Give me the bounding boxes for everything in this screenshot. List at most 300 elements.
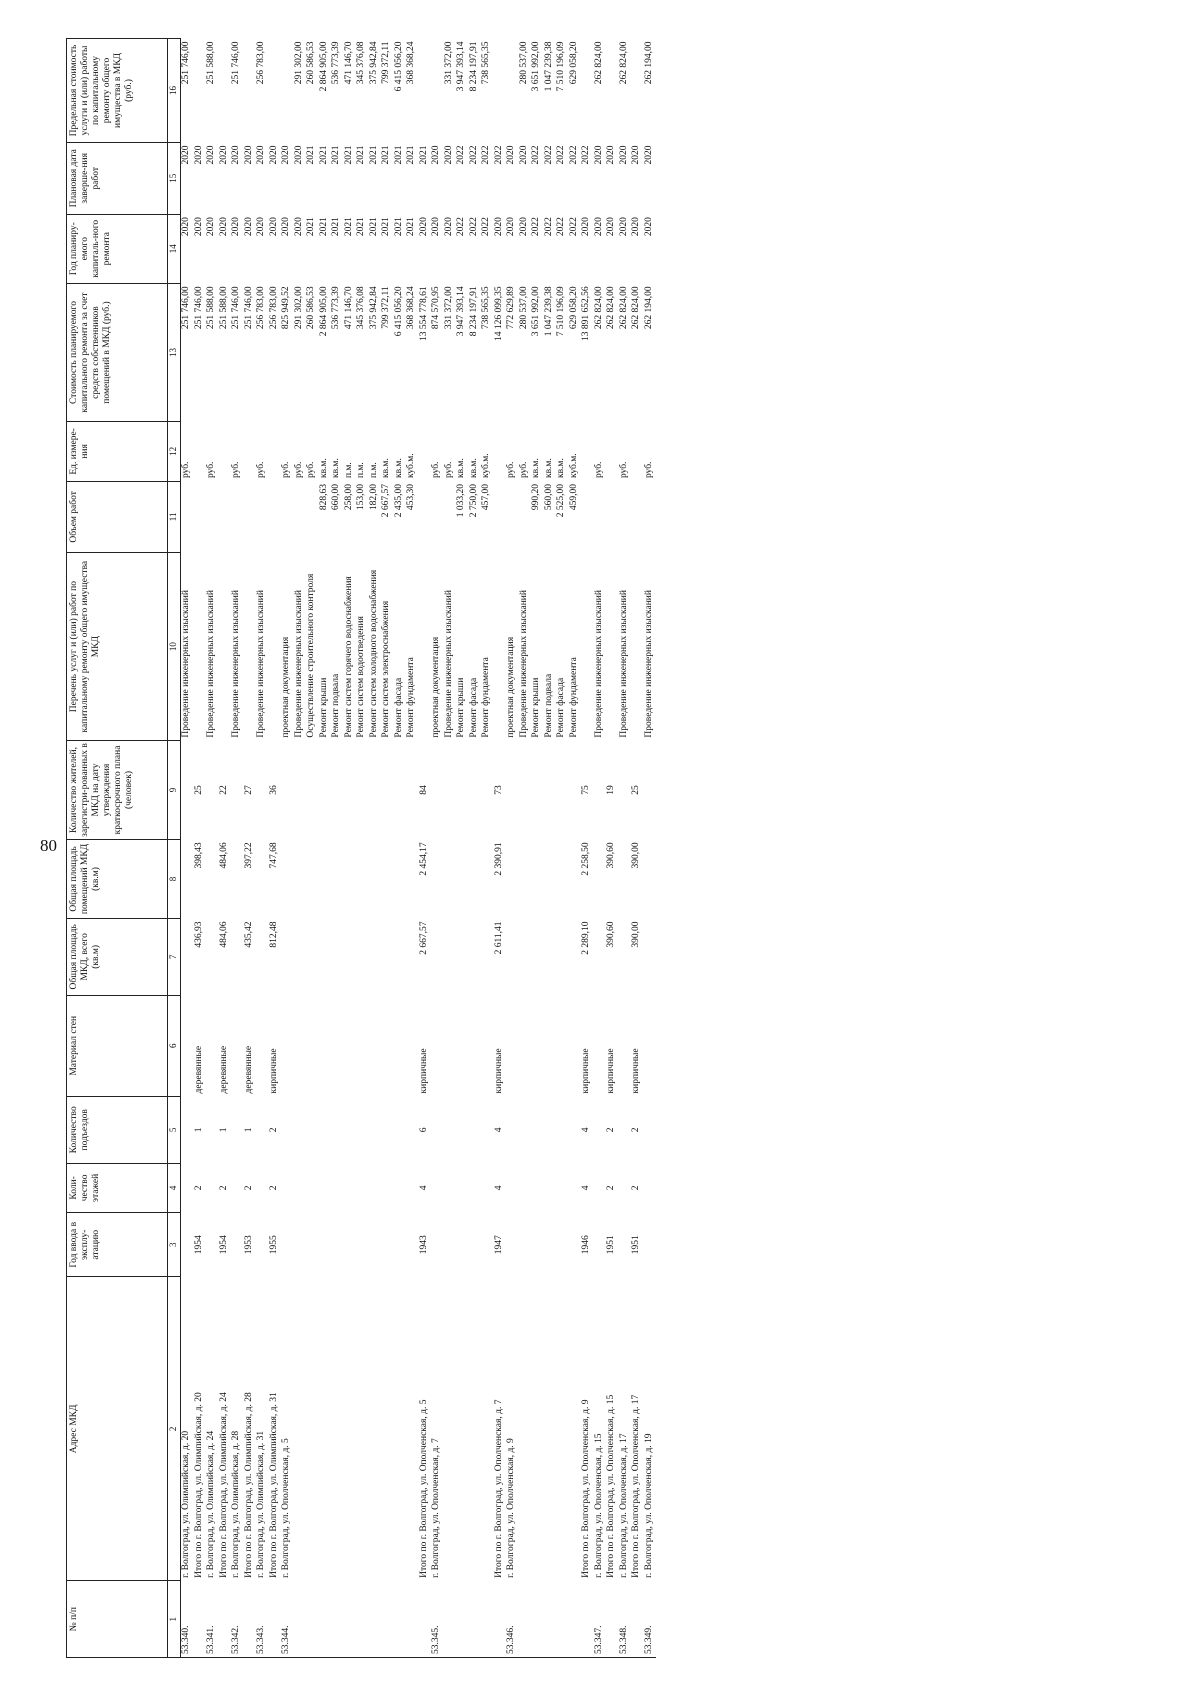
table-cell bbox=[406, 995, 419, 1096]
table-cell: 2021 bbox=[368, 217, 379, 237]
column-header: Общая площадь МКД, всего (кв.м) bbox=[67, 919, 168, 996]
table-cell bbox=[431, 39, 444, 143]
table-cell bbox=[331, 995, 344, 1096]
table-cell bbox=[319, 1163, 332, 1212]
table-cell bbox=[619, 741, 632, 840]
table-cell: 19 bbox=[606, 785, 616, 795]
table-row bbox=[244, 39, 257, 1658]
table-row bbox=[594, 39, 607, 1658]
table-cell bbox=[594, 839, 607, 918]
table-cell bbox=[419, 1581, 432, 1658]
table-cell bbox=[194, 422, 207, 481]
table-cell bbox=[306, 481, 319, 553]
column-number: 15 bbox=[168, 142, 181, 214]
table-cell: Итого по г. Волгоград, ул. Олимпийская, д. 31 bbox=[268, 1392, 279, 1578]
table-cell bbox=[281, 1213, 294, 1277]
table-cell bbox=[481, 741, 494, 840]
table-row bbox=[519, 39, 532, 1658]
column-header: Общая площадь помещений МКД (кв.м) bbox=[67, 839, 168, 918]
table-cell: 471 146,70 bbox=[343, 41, 354, 85]
table-cell: г. Волгоград, ул. Ополченская, д. 17 bbox=[618, 1433, 629, 1578]
table-cell bbox=[619, 839, 632, 918]
table-cell: 2021 bbox=[393, 217, 404, 237]
table-body bbox=[181, 39, 657, 1658]
table-cell: Ремонт фасада bbox=[556, 677, 566, 738]
table-cell bbox=[406, 1277, 419, 1581]
table-cell bbox=[219, 481, 232, 553]
table-cell: 2020 bbox=[618, 217, 629, 237]
table-cell bbox=[644, 1213, 657, 1277]
table-cell: 390,60 bbox=[606, 842, 616, 869]
table-cell bbox=[294, 741, 307, 840]
table-cell: 453,30 bbox=[406, 484, 416, 511]
table-cell: 629 058,20 bbox=[568, 41, 579, 85]
table-cell bbox=[344, 1096, 357, 1163]
table-cell bbox=[306, 839, 319, 918]
table-cell: Итого по г. Волгоград, ул. Олимпийская, д. 20 bbox=[193, 1392, 204, 1578]
table-cell: 2 611,41 bbox=[493, 921, 504, 955]
table-cell bbox=[381, 1277, 394, 1581]
table-cell: 2020 bbox=[293, 145, 304, 165]
table-cell bbox=[244, 422, 257, 481]
table-row bbox=[306, 39, 319, 1658]
table-cell: Ремонт систем водоотведения bbox=[356, 616, 366, 738]
table-cell: деревянные bbox=[243, 1045, 254, 1094]
table-cell: 1951 bbox=[631, 1235, 641, 1255]
column-number: 16 bbox=[168, 39, 181, 143]
table-cell bbox=[644, 995, 657, 1096]
table-cell: 2020 bbox=[431, 145, 441, 165]
table-cell: Проведение инженерных изысканий bbox=[643, 590, 654, 738]
table-cell bbox=[619, 1096, 632, 1163]
table-cell: 1943 bbox=[418, 1235, 429, 1255]
table-cell: 2020 bbox=[606, 217, 616, 237]
table-cell bbox=[181, 1096, 194, 1163]
table-cell: 2020 bbox=[206, 217, 216, 237]
table-cell bbox=[369, 741, 382, 840]
table-cell: 2020 bbox=[193, 217, 204, 237]
table-cell: куб.м. bbox=[406, 453, 416, 479]
table-cell: Проведение инженерных изысканий bbox=[206, 590, 216, 738]
table-cell: 2020 bbox=[206, 145, 216, 165]
table-cell: 53.342. bbox=[231, 1625, 241, 1654]
column-number: 8 bbox=[168, 839, 181, 918]
table-cell: 436,93 bbox=[193, 921, 204, 948]
table-cell bbox=[456, 1096, 469, 1163]
table-cell bbox=[469, 1581, 482, 1658]
table-cell: руб. bbox=[518, 461, 529, 479]
table-cell bbox=[544, 995, 557, 1096]
table-cell bbox=[544, 1163, 557, 1212]
table-row bbox=[456, 39, 469, 1658]
table-cell bbox=[494, 39, 507, 143]
table-cell: 536 773,39 bbox=[331, 41, 341, 85]
table-cell: кв.м. bbox=[468, 458, 479, 479]
table-cell bbox=[519, 995, 532, 1096]
table-cell bbox=[619, 995, 632, 1096]
table-cell bbox=[444, 1581, 457, 1658]
table-cell: п.м. bbox=[356, 462, 366, 479]
table-cell bbox=[544, 839, 557, 918]
table-cell: 2022 bbox=[556, 145, 566, 165]
table-cell bbox=[394, 995, 407, 1096]
table-cell bbox=[581, 422, 594, 481]
table-cell: 53.345. bbox=[431, 1625, 441, 1654]
table-cell: 2 bbox=[218, 1185, 229, 1191]
table-cell bbox=[506, 919, 519, 996]
table-row bbox=[231, 39, 244, 1658]
table-cell: проектная документация bbox=[431, 636, 441, 738]
table-cell bbox=[444, 1163, 457, 1212]
table-cell: г. Волгоград, ул. Ополченская, д. 15 bbox=[593, 1433, 604, 1578]
table-cell bbox=[556, 839, 569, 918]
table-cell bbox=[569, 1277, 582, 1581]
table-cell: 2021 bbox=[343, 145, 354, 165]
table-cell: кв.м. bbox=[393, 458, 404, 479]
table-cell: руб. bbox=[643, 461, 654, 479]
table-cell bbox=[319, 1277, 332, 1581]
table-cell bbox=[344, 1213, 357, 1277]
table-cell: 262 824,00 bbox=[631, 286, 641, 330]
table-cell bbox=[194, 39, 207, 143]
table-cell: куб.м. bbox=[481, 453, 491, 479]
table-cell bbox=[294, 839, 307, 918]
table-cell bbox=[369, 1096, 382, 1163]
table-cell bbox=[206, 1213, 219, 1277]
table-cell bbox=[456, 995, 469, 1096]
table-cell: 484,06 bbox=[218, 842, 229, 869]
column-header: Стоимость планируемого капитального ремонта за счет средств собственников помещений в МКД (руб.) bbox=[67, 283, 168, 421]
table-cell bbox=[231, 995, 244, 1096]
table-cell: 2021 bbox=[306, 217, 316, 237]
table-cell bbox=[381, 995, 394, 1096]
table-cell bbox=[231, 481, 244, 553]
table-cell bbox=[181, 919, 194, 996]
table-cell bbox=[244, 39, 257, 143]
table-cell: 1951 bbox=[606, 1235, 616, 1255]
table-cell bbox=[219, 422, 232, 481]
table-cell bbox=[644, 839, 657, 918]
table-cell bbox=[631, 481, 644, 553]
table-cell: 368 368,24 bbox=[406, 41, 416, 85]
table-cell bbox=[556, 1096, 569, 1163]
table-row bbox=[619, 39, 632, 1658]
table-cell: 291 302,00 bbox=[293, 41, 304, 85]
table-cell bbox=[256, 995, 269, 1096]
table-cell bbox=[569, 741, 582, 840]
table-cell bbox=[294, 1163, 307, 1212]
table-cell bbox=[494, 1581, 507, 1658]
table-cell: руб. bbox=[443, 461, 454, 479]
table-cell bbox=[494, 481, 507, 553]
table-cell bbox=[569, 1581, 582, 1658]
page-number: 80 bbox=[40, 836, 57, 855]
table-cell: 2020 bbox=[181, 145, 191, 165]
table-cell bbox=[519, 839, 532, 918]
table-cell: 251 746,00 bbox=[181, 41, 191, 85]
table-cell bbox=[481, 1163, 494, 1212]
table-cell bbox=[469, 1277, 482, 1581]
table-cell bbox=[206, 995, 219, 1096]
column-header: № п/п bbox=[67, 1581, 168, 1658]
table-cell bbox=[269, 39, 282, 143]
column-number: 5 bbox=[168, 1096, 181, 1163]
table-cell: Проведение инженерных изысканий bbox=[443, 590, 454, 738]
table-cell bbox=[294, 1213, 307, 1277]
table-cell: 2022 bbox=[468, 217, 479, 237]
table-cell: руб. bbox=[593, 461, 604, 479]
table-cell: 2022 bbox=[493, 145, 504, 165]
table-cell: 2 667,57 bbox=[418, 921, 429, 955]
table-cell: 182,00 bbox=[368, 484, 379, 511]
table-cell bbox=[181, 481, 194, 553]
table-cell bbox=[256, 1096, 269, 1163]
column-header: Ед. измере-ния bbox=[67, 422, 168, 481]
table-cell bbox=[469, 1163, 482, 1212]
table-cell: 2022 bbox=[543, 217, 554, 237]
table-cell: 4 bbox=[581, 1127, 591, 1133]
table-cell bbox=[294, 919, 307, 996]
table-cell bbox=[306, 919, 319, 996]
table-cell bbox=[256, 481, 269, 553]
table-cell bbox=[181, 839, 194, 918]
table-cell: 560,00 bbox=[543, 484, 554, 511]
table-cell: Ремонт фундамента bbox=[481, 657, 491, 738]
table-cell bbox=[519, 1213, 532, 1277]
table-row bbox=[344, 39, 357, 1658]
table-cell: 4 bbox=[418, 1185, 429, 1191]
table-cell bbox=[619, 1213, 632, 1277]
table-cell: Осуществление строительного контроля bbox=[306, 573, 316, 738]
table-cell: 2021 bbox=[356, 145, 366, 165]
table-cell bbox=[644, 919, 657, 996]
table-cell bbox=[469, 919, 482, 996]
table-cell: 990,20 bbox=[531, 484, 541, 511]
table-cell: Ремонт фундамента bbox=[406, 657, 416, 738]
table-cell: г. Волгоград, ул. Олимпийская, д. 31 bbox=[256, 1430, 266, 1578]
table-cell: Итого по г. Волгоград, ул. Ополченская, д. 9 bbox=[581, 1399, 591, 1578]
table-cell bbox=[356, 1277, 369, 1581]
table-cell: 256 783,00 bbox=[256, 286, 266, 330]
table-cell bbox=[481, 995, 494, 1096]
table-cell: 2020 bbox=[231, 217, 241, 237]
table-cell bbox=[556, 1277, 569, 1581]
table-cell: 2020 bbox=[256, 217, 266, 237]
table-cell bbox=[381, 1096, 394, 1163]
table-cell bbox=[469, 1096, 482, 1163]
table-cell bbox=[331, 741, 344, 840]
table-cell bbox=[481, 1096, 494, 1163]
table-cell bbox=[519, 919, 532, 996]
table-cell: 280 537,00 bbox=[518, 41, 529, 85]
table-cell: 2020 bbox=[218, 145, 229, 165]
table-cell: г. Волгоград, ул. Ополченская, д. 7 bbox=[431, 1438, 441, 1578]
table-cell: 2021 bbox=[381, 217, 391, 237]
table-cell: 2 bbox=[193, 1185, 204, 1191]
table-cell bbox=[256, 741, 269, 840]
table-cell bbox=[594, 481, 607, 553]
column-header: Перечень услуг и (или) работ по капитальному ремонту общего имущества МКД bbox=[67, 553, 168, 741]
table-cell: Итого по г. Волгоград, ул. Олимпийская, д. 28 bbox=[243, 1392, 254, 1578]
table-cell: г. Волгоград, ул. Олимпийская, д. 28 bbox=[231, 1430, 241, 1578]
table-cell bbox=[344, 1277, 357, 1581]
table-cell: п.м. bbox=[368, 462, 379, 479]
table-cell: 2020 bbox=[431, 217, 441, 237]
table-cell bbox=[294, 1581, 307, 1658]
table-cell bbox=[469, 741, 482, 840]
table-cell bbox=[531, 839, 544, 918]
table-cell bbox=[644, 1096, 657, 1163]
table-cell: 2 667,57 bbox=[381, 484, 391, 518]
column-header: Материал стен bbox=[67, 995, 168, 1096]
table-cell bbox=[331, 919, 344, 996]
table-cell: 2022 bbox=[456, 217, 466, 237]
table-cell bbox=[456, 1581, 469, 1658]
table-cell: п.м. bbox=[343, 462, 354, 479]
table-cell bbox=[181, 995, 194, 1096]
table-cell bbox=[581, 39, 594, 143]
table-cell bbox=[569, 919, 582, 996]
table-cell bbox=[306, 1096, 319, 1163]
table-cell: руб. bbox=[293, 461, 304, 479]
table-cell bbox=[394, 839, 407, 918]
table-cell: 3 947 393,14 bbox=[456, 41, 466, 92]
table-cell: кв.м. bbox=[543, 458, 554, 479]
table-cell: 262 824,00 bbox=[618, 286, 629, 330]
table-cell: кирпичные bbox=[631, 1048, 641, 1094]
table-cell: Проведение инженерных изысканий bbox=[293, 590, 304, 738]
table-cell bbox=[456, 1163, 469, 1212]
table-cell: 2022 bbox=[481, 217, 491, 237]
table-cell: 484,06 bbox=[218, 921, 229, 948]
table-cell: проектная документация bbox=[281, 636, 291, 738]
table-cell: руб. bbox=[281, 461, 291, 479]
table-cell: 2020 bbox=[618, 145, 629, 165]
table-cell bbox=[344, 741, 357, 840]
table-cell bbox=[369, 995, 382, 1096]
table-cell bbox=[294, 1096, 307, 1163]
table-cell bbox=[569, 1163, 582, 1212]
table-cell bbox=[644, 741, 657, 840]
table-cell: 825 949,52 bbox=[281, 286, 291, 330]
table-cell bbox=[306, 741, 319, 840]
column-header: Адрес МКД bbox=[67, 1277, 168, 1581]
column-header: Количество подъездов bbox=[67, 1096, 168, 1163]
table-cell: 291 302,00 bbox=[293, 286, 304, 330]
table-cell bbox=[281, 481, 294, 553]
table-cell: 2 bbox=[631, 1185, 641, 1191]
capital-repair-table bbox=[66, 38, 656, 1658]
table-cell bbox=[419, 422, 432, 481]
table-cell: 2020 bbox=[631, 145, 641, 165]
table-cell bbox=[406, 1213, 419, 1277]
table-cell: г. Волгоград, ул. Ополченская, д. 9 bbox=[506, 1438, 516, 1578]
table-cell bbox=[544, 1277, 557, 1581]
table-cell bbox=[606, 422, 619, 481]
table-cell: 2 525,00 bbox=[556, 484, 566, 518]
table-cell: 390,00 bbox=[631, 842, 641, 869]
table-cell bbox=[281, 1096, 294, 1163]
table-cell: г. Волгоград, ул. Ополченская, д. 19 bbox=[643, 1433, 654, 1578]
table-cell bbox=[306, 1277, 319, 1581]
table-cell bbox=[606, 39, 619, 143]
table-cell: 828,63 bbox=[318, 484, 329, 511]
table-cell: 660,00 bbox=[331, 484, 341, 511]
table-cell bbox=[406, 741, 419, 840]
table-cell: 345 376,08 bbox=[356, 286, 366, 330]
table-cell: 2021 bbox=[368, 145, 379, 165]
table-cell bbox=[306, 1581, 319, 1658]
table-row bbox=[606, 39, 619, 1658]
table-cell bbox=[481, 1213, 494, 1277]
table-cell bbox=[269, 1581, 282, 1658]
table-cell: 2 454,17 bbox=[418, 842, 429, 876]
table-cell bbox=[369, 1581, 382, 1658]
table-cell bbox=[644, 1163, 657, 1212]
table-cell bbox=[594, 1213, 607, 1277]
table-cell bbox=[531, 741, 544, 840]
table-cell bbox=[381, 741, 394, 840]
table-cell bbox=[344, 1581, 357, 1658]
table-cell bbox=[419, 553, 432, 741]
column-header: Количество жителей, зарегистри-рованных в МКД на дату утверждения краткосрочного плана (человек) bbox=[67, 741, 168, 840]
table-cell: 53.343. bbox=[256, 1625, 266, 1654]
table-cell: Ремонт крыши bbox=[456, 677, 466, 738]
table-cell bbox=[456, 1213, 469, 1277]
table-row bbox=[469, 39, 482, 1658]
table-cell: 2022 bbox=[568, 145, 579, 165]
table-cell: 1 bbox=[218, 1127, 229, 1133]
table-cell: 2020 bbox=[518, 217, 529, 237]
table-cell: Итого по г. Волгоград, ул. Олимпийская, д. 24 bbox=[218, 1392, 229, 1578]
table-cell bbox=[206, 919, 219, 996]
table-cell: 75 bbox=[581, 785, 591, 795]
table-cell: Итого по г. Волгоград, ул. Ополченская, д. 5 bbox=[418, 1399, 429, 1578]
table-cell bbox=[231, 919, 244, 996]
table-cell: руб. bbox=[206, 461, 216, 479]
table-cell: 2021 bbox=[343, 217, 354, 237]
column-header: Год ввода в эксплу-атацию bbox=[67, 1213, 168, 1277]
table-cell: 2020 bbox=[643, 217, 654, 237]
table-cell: кирпичные bbox=[493, 1048, 504, 1094]
table-cell bbox=[506, 1096, 519, 1163]
table-cell bbox=[519, 1277, 532, 1581]
table-row bbox=[569, 39, 582, 1658]
table-cell bbox=[456, 839, 469, 918]
table-row bbox=[644, 39, 657, 1658]
table-cell bbox=[431, 1213, 444, 1277]
table-cell: 2022 bbox=[481, 145, 491, 165]
table-cell: 4 bbox=[581, 1185, 591, 1191]
table-cell bbox=[594, 995, 607, 1096]
table-cell bbox=[556, 919, 569, 996]
table-cell bbox=[206, 481, 219, 553]
table-cell bbox=[319, 741, 332, 840]
table-cell bbox=[594, 1163, 607, 1212]
table-cell bbox=[631, 422, 644, 481]
table-cell bbox=[544, 1581, 557, 1658]
table-cell bbox=[206, 1096, 219, 1163]
table-cell: 2022 bbox=[581, 145, 591, 165]
table-cell bbox=[569, 995, 582, 1096]
table-cell: 22 bbox=[218, 785, 229, 795]
table-cell bbox=[206, 741, 219, 840]
table-cell: 2020 bbox=[631, 217, 641, 237]
table-cell: 1954 bbox=[218, 1235, 229, 1255]
table-cell: Ремонт фасада bbox=[468, 677, 479, 738]
table-row bbox=[406, 39, 419, 1658]
table-cell: деревянные bbox=[193, 1045, 204, 1094]
